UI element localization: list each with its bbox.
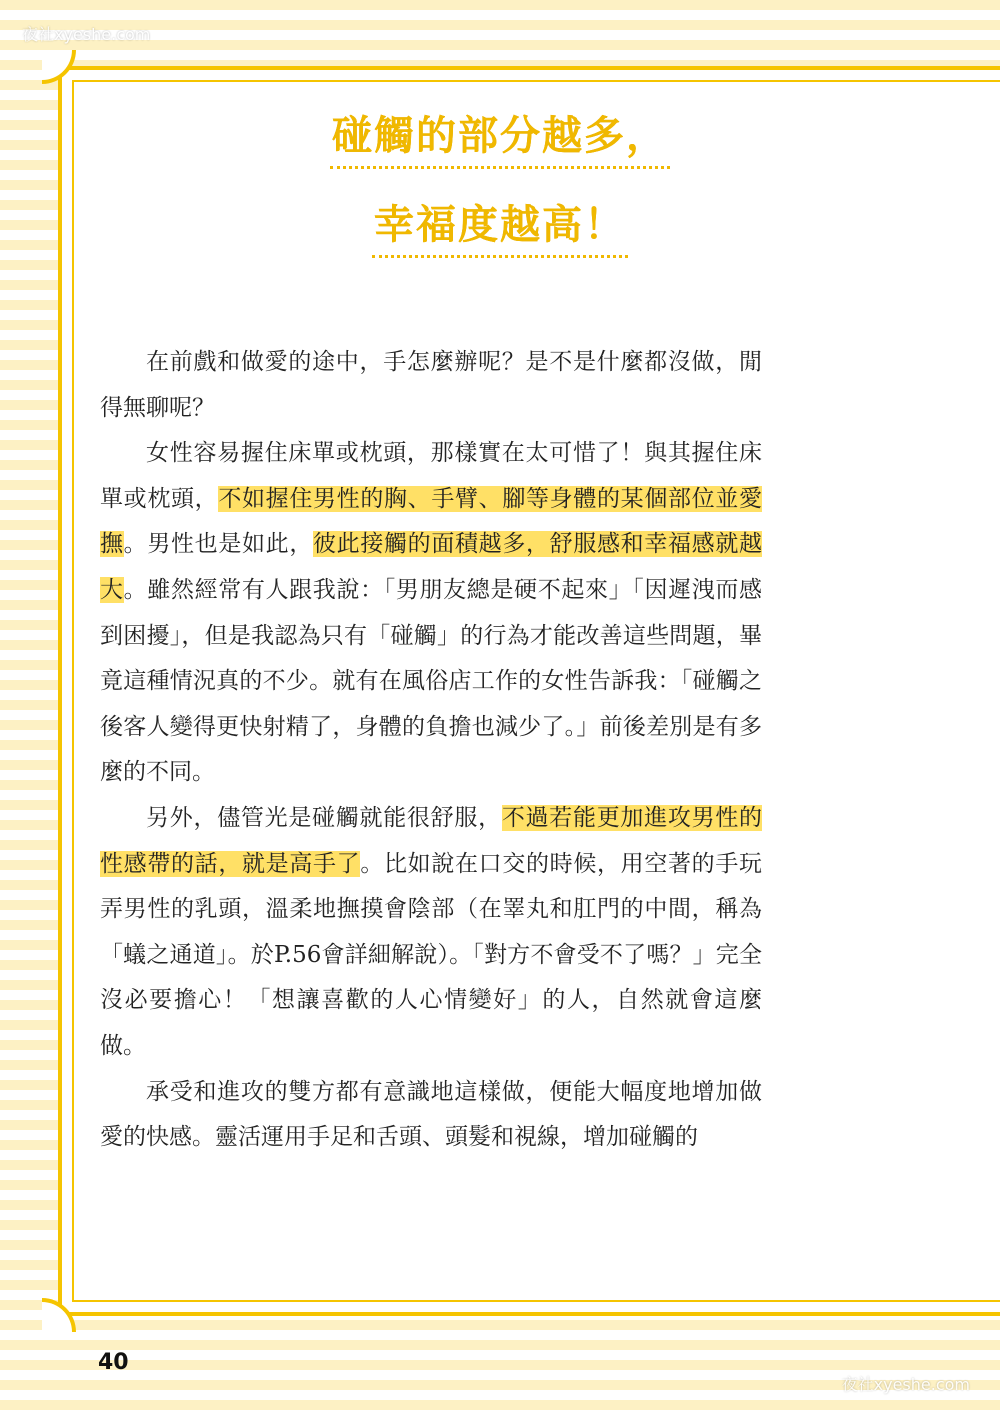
frame-corner-top-left — [42, 50, 76, 84]
highlighted-text: 彼此接觸的面積越多，舒服感和幸福感就越大 — [100, 531, 763, 603]
paragraph-text: 。男性也是如此， — [123, 531, 314, 558]
chapter-title — [0, 110, 1000, 288]
paragraph-text: 承受和進攻的雙方都有意識地這樣做，便能大幅度地增加做愛的快感。靈活運用手足和舌頭、頭髮和視線，增加碰觸的 — [100, 1078, 762, 1151]
paragraph-text: 在前戲和做愛的途中，手怎麼辦呢？是不是什麼都沒做，閒得無聊呢？ — [100, 349, 762, 421]
paragraph-text: 。雖然經常有人跟我說：「男朋友總是硬不起來」「因遲洩而感到困擾」，但是我認為只有「碰觸」的行為才能改善這些問題，畢竟這種情況真的不少。就有在風俗店工作的女性告訴我：「碰觸之後客人變得更快射精了，身體的負擔也減少了。」前後差別是有多麼的不同。 — [100, 576, 763, 786]
frame-corner-bottom-left — [42, 1298, 76, 1332]
paragraph-text: 女性容易握住床單或枕頭，那樣實在太可惜了！與其握住床單或枕頭， — [100, 440, 762, 512]
title-line-1: 碰觸的部分越多， — [330, 110, 670, 169]
paragraph-4 — [100, 1070, 762, 1161]
highlighted-text: 不如握住男性的胸、手臂、腳等身體的某個部位並愛撫 — [100, 485, 763, 558]
paragraph-2 — [100, 431, 762, 796]
paragraph-3 — [100, 796, 762, 1070]
body-text — [100, 340, 762, 1161]
paragraph-text: 。比如說在口交的時候，用空著的手玩弄男性的乳頭，溫柔地撫摸會陰部（在睪丸和肛門的中間，稱為「蟻之通道」。於P.56會詳細解說）。「對方不會受不了嗎？」完全沒必要擔心！「想讓喜歡的人心情變好」的人，自然就會這麼做。 — [100, 850, 763, 1059]
paragraph-text: 另外，儘管光是碰觸就能很舒服， — [146, 804, 502, 831]
highlighted-text: 不過若能更加進攻男性的性感帶的話，就是高手了 — [100, 804, 763, 877]
watermark-bottom: 夜社xyeshe.com — [841, 1375, 970, 1394]
watermark-top: 夜社xyeshe.com — [22, 25, 151, 44]
page-number: 40 — [98, 1350, 129, 1375]
paragraph-1 — [100, 340, 762, 431]
title-line-2: 幸福度越高！ — [372, 199, 628, 258]
